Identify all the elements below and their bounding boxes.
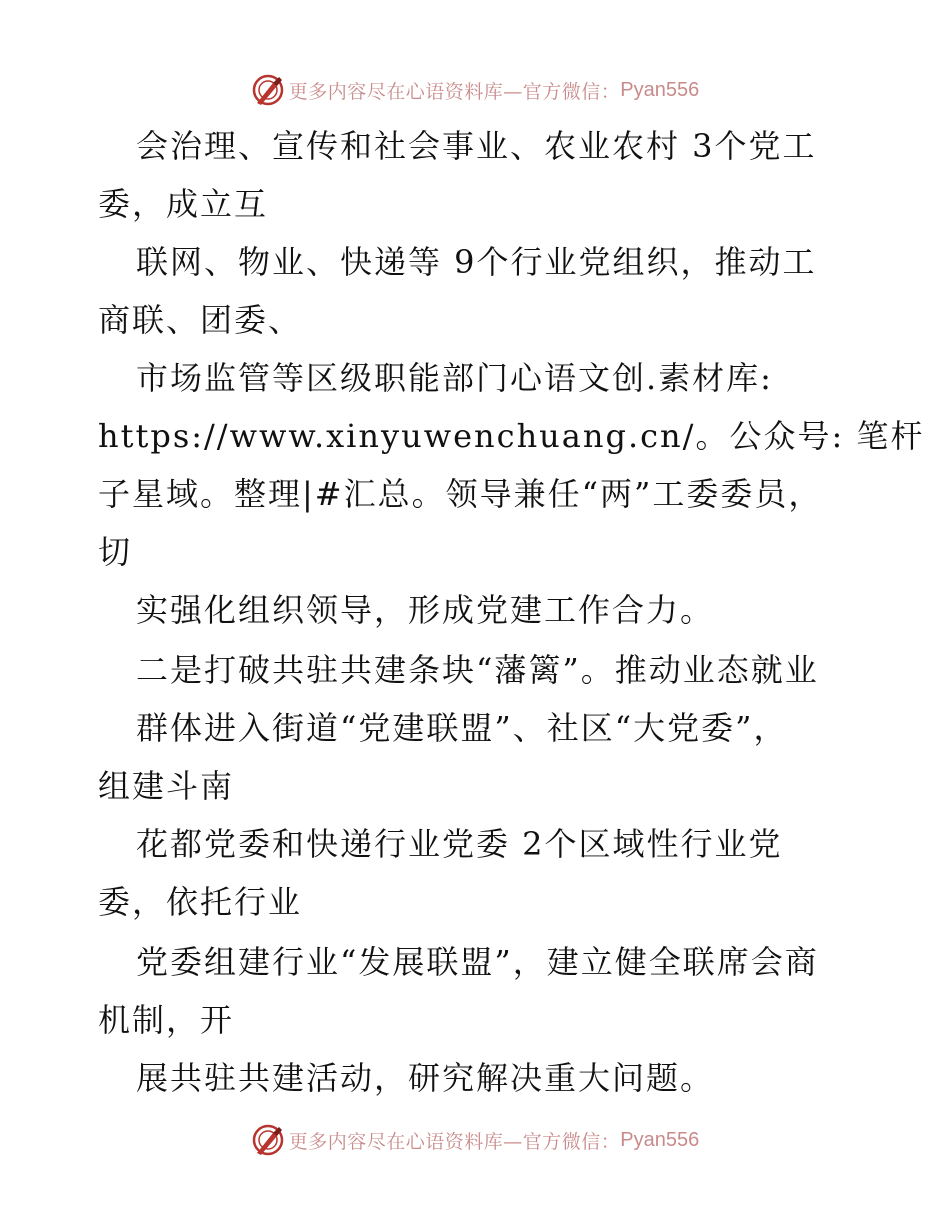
body-line-10: 二是打破共驻共建条块“藩篱”。推动业态就业	[136, 651, 819, 689]
footer-wechat-id: Pyan556	[620, 1128, 700, 1151]
header-banner-text: 更多内容尽在心语资料库—官方微信：	[288, 80, 621, 103]
pen-seal-logo-icon	[251, 73, 285, 107]
pen-seal-logo-icon	[251, 1123, 285, 1157]
body-line-16: 机制，开	[98, 1001, 235, 1039]
body-line-17: 展共驻共建活动，研究解决重大问题。	[136, 1059, 715, 1097]
body-line-5: 市场监管等区级职能部门心语文创.素材库:	[136, 359, 773, 397]
body-line-7: 子星域。整理|#汇总。领导兼任“两”工委委员，	[98, 475, 823, 513]
body-line-11: 群体进入街道“党建联盟”、社区“大党委”，	[136, 709, 788, 747]
header-wechat-id: Pyan556	[620, 78, 700, 101]
body-line-12: 组建斗南	[98, 767, 235, 805]
body-line-2: 委，成立互	[98, 185, 269, 223]
header-banner	[0, 70, 950, 110]
footer-banner	[0, 1120, 950, 1160]
body-line-8: 切	[98, 533, 133, 571]
body-line-14: 委，依托行业	[98, 883, 303, 921]
body-line-4: 商联、团委、	[98, 301, 303, 339]
footer-banner-text: 更多内容尽在心语资料库—官方微信：	[288, 1130, 621, 1153]
body-line-9: 实强化组织领导，形成党建工作合力。	[136, 591, 715, 629]
body-line-6: https://www.xinyuwenchuang.cn/。公众号: 笔杆	[98, 417, 925, 455]
body-line-15: 党委组建行业“发展联盟”，建立健全联席会商	[136, 943, 819, 981]
body-line-1: 会治理、宣传和社会事业、农业农村 3个党工	[136, 127, 817, 165]
body-line-13: 花都党委和快递行业党委 2个区域性行业党	[136, 825, 783, 863]
body-line-3: 联网、物业、快递等 9个行业党组织，推动工	[136, 243, 817, 281]
